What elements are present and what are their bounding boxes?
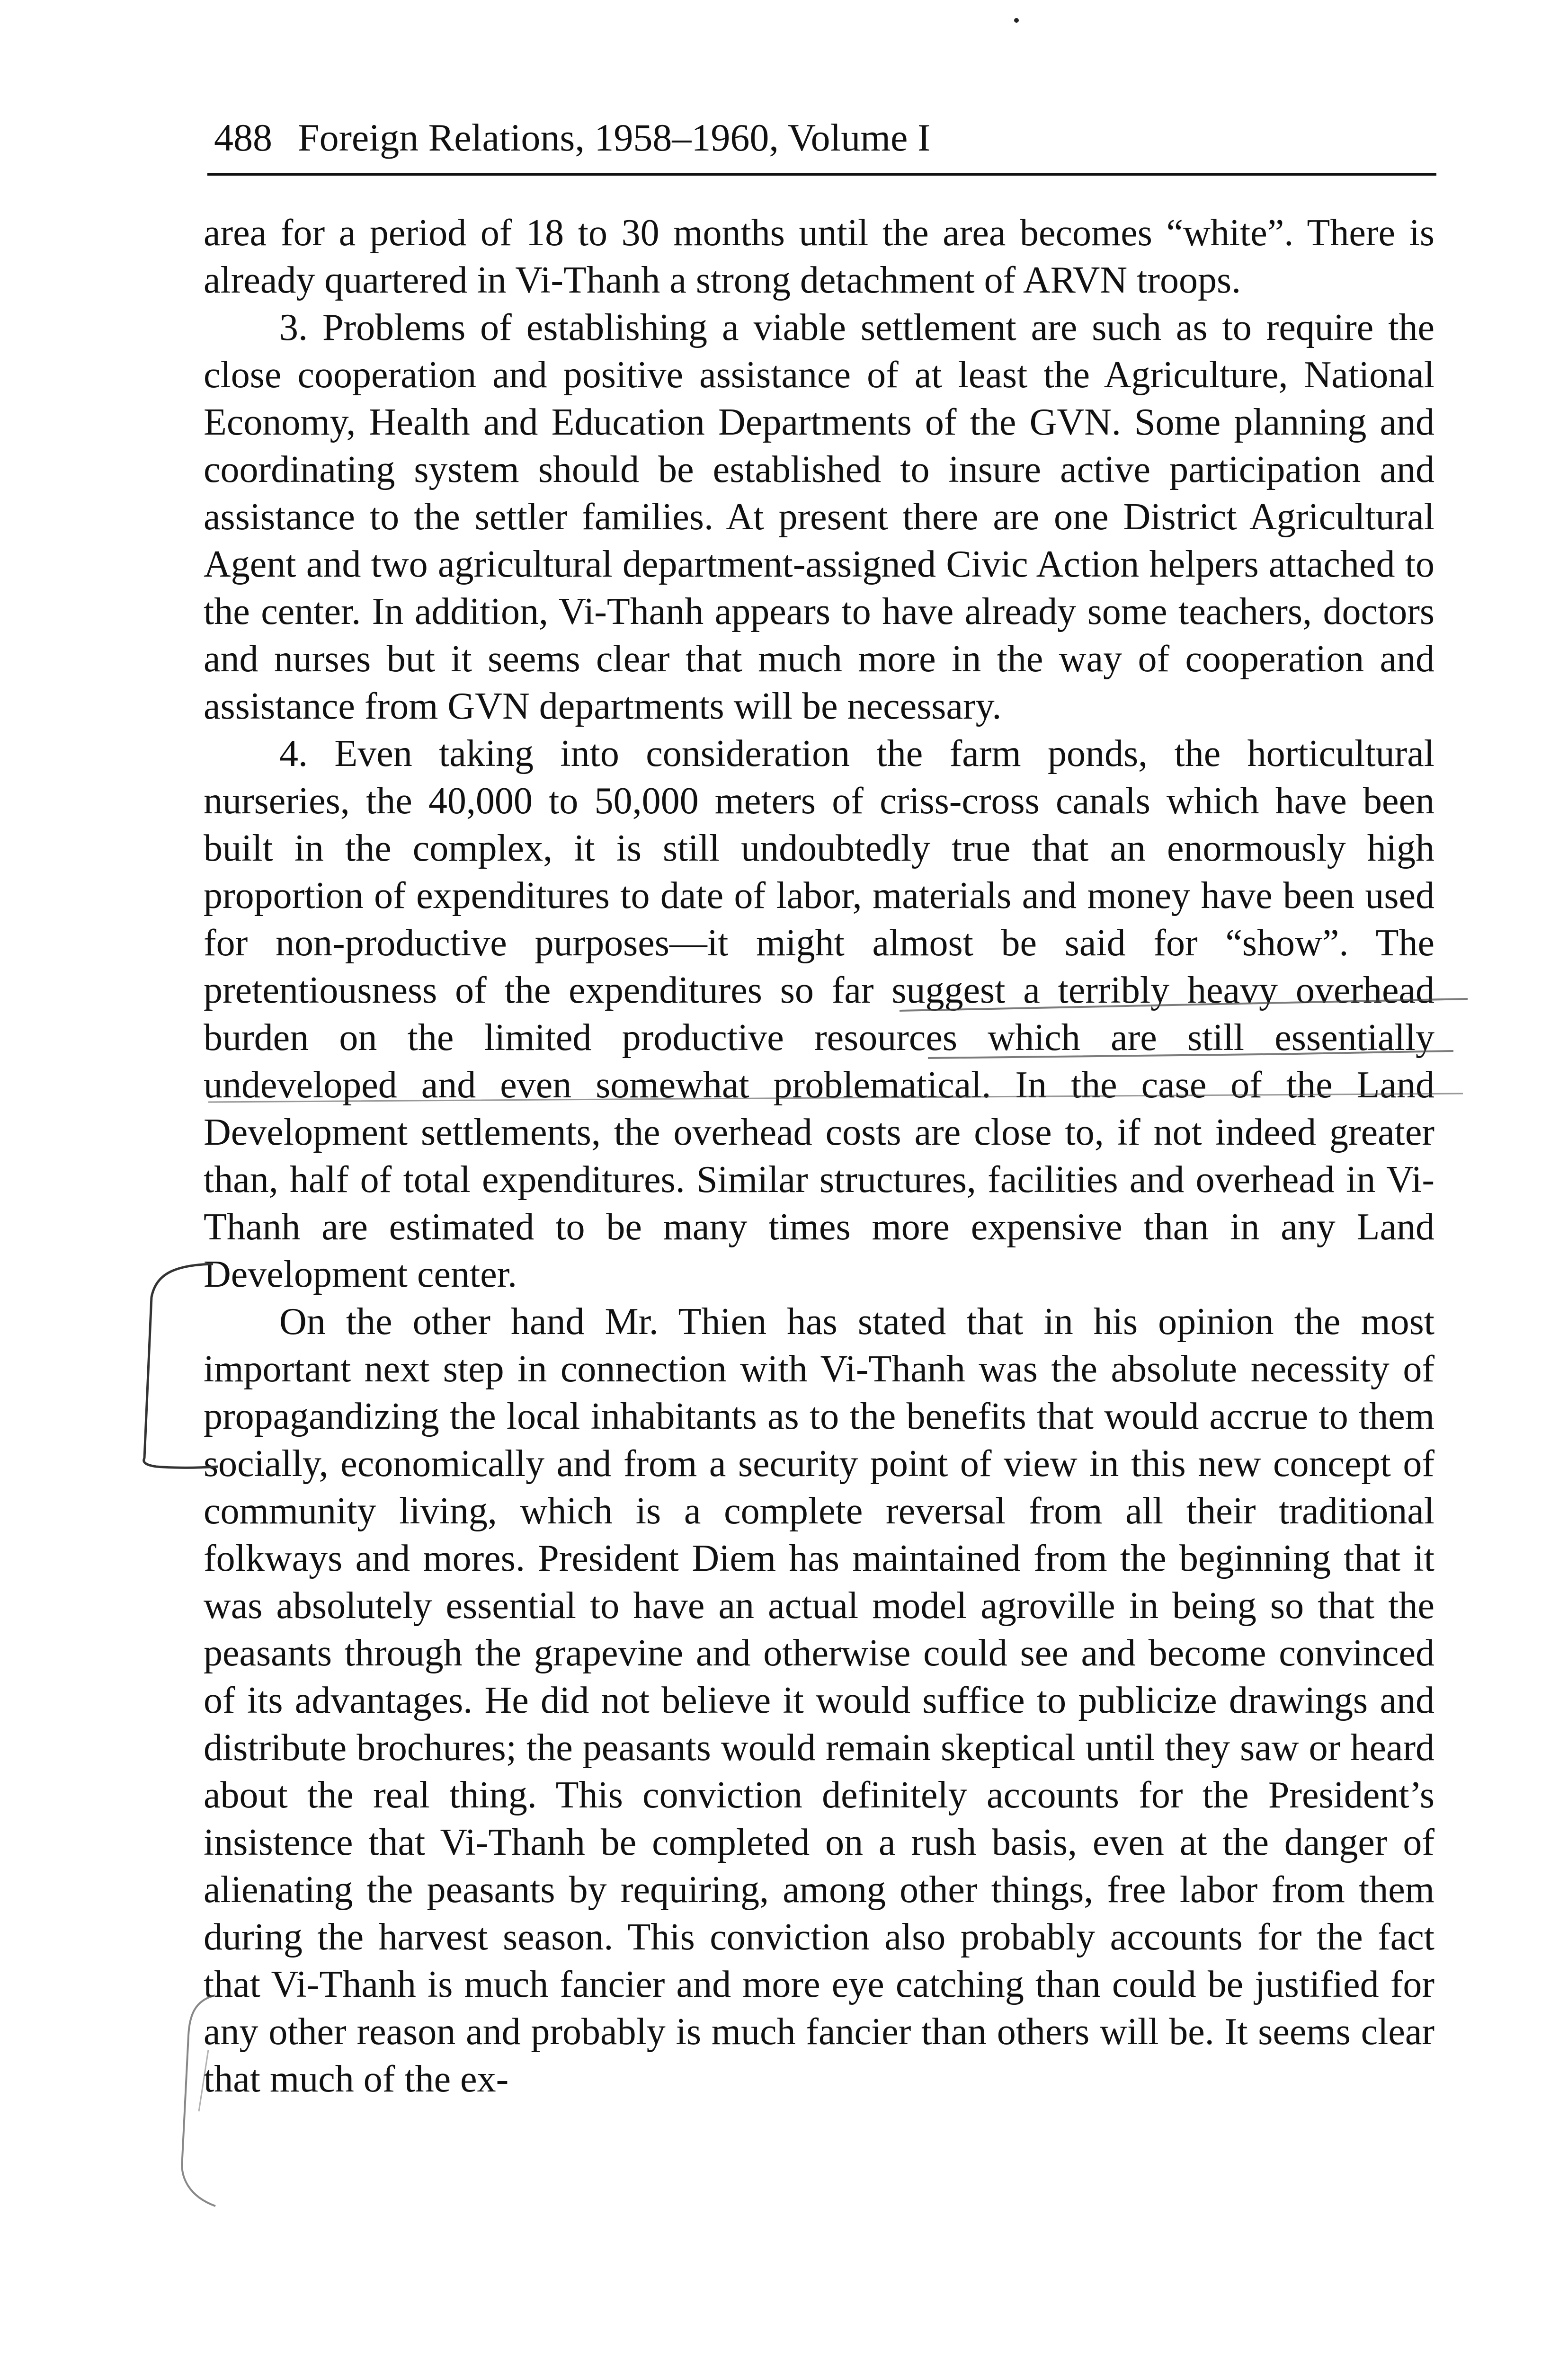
paragraph-3: 3. Problems of establishing a viable settlement are such as to require the close cooperation and positive assistance of at least the Agriculture, National Economy, Health and Education Departments of the GVN. Some planning and coordinating system should be established to insure active participation and assistance to the settler families. At present there are one District Agricultural Agent and two agricultural department-assigned Civic Action helpers attached to the center. In addition, Vi-Thanh appears to have already some teachers, doctors and nurses but it seems clear that much more in the way of cooperation and assistance from GVN departments will be necessary. [204,307,1434,727]
page-number: 488 [214,116,272,159]
paragraph-thien: On the other hand Mr. Thien has stated that in his opinion the most important next step in connection with Vi-Thanh was the absolute necessity of propagandizing the local inhabitants as to the benefits that would accrue to them socially, economically and from a security point of view in this new concept of community living, which is a complete reversal from all their traditional folkways and mores. President Diem has maintained from the beginning that it was absolutely essential to have an actual model agroville in being so that the peasants through the grapevine and otherwise could see and become convinced of its advantages. He did not believe it would suffice to publicize drawings and distribute brochures; the peasants would remain skeptical until they saw or heard about the real thing. This conviction definitely accounts for the President’s insistence that Vi-Thanh be completed on a rush basis, even at the danger of alienating the peasants by requiring, among other things, free labor from them during the harvest season. This conviction also probably accounts for the fact that Vi-Thanh is much fancier and more eye catching than could be justified for any other reason and probably is much fancier than others will be. It seems clear that much of the ex- [204,1301,1434,2100]
header-rule [207,173,1436,176]
speck-mark [1014,18,1019,23]
body-text [204,209,1434,2103]
book-title: Foreign Relations, 1958–1960, Volume I [298,116,931,159]
paragraph-continuation: area for a period of 18 to 30 months until the area becomes “white”. There is already quartered in Vi-Thanh a strong detachment of ARVN troops. [204,212,1434,301]
paragraph-4: 4. Even taking into consideration the farm ponds, the horticultural nurseries, the 40,000 to 50,000 meters of criss-cross canals which have been built in the complex, it is still undoubtedly true that an enormously high proportion of expenditures to date of labor, materials and money have been used for non-productive purposes—it might almost be said for “show”. The pretentiousness of the expenditures so far suggest a terribly heavy overhead burden on the limited productive resources which are still essentially undeveloped and even somewhat problematical. In the case of the Land Development settlements, the overhead costs are close to, if not indeed greater than, half of total expenditures. Similar structures, facilities and overhead in Vi-Thanh are estimated to be many times more expensive than in any Land Development center. [204,733,1434,1295]
running-head [214,118,1434,175]
